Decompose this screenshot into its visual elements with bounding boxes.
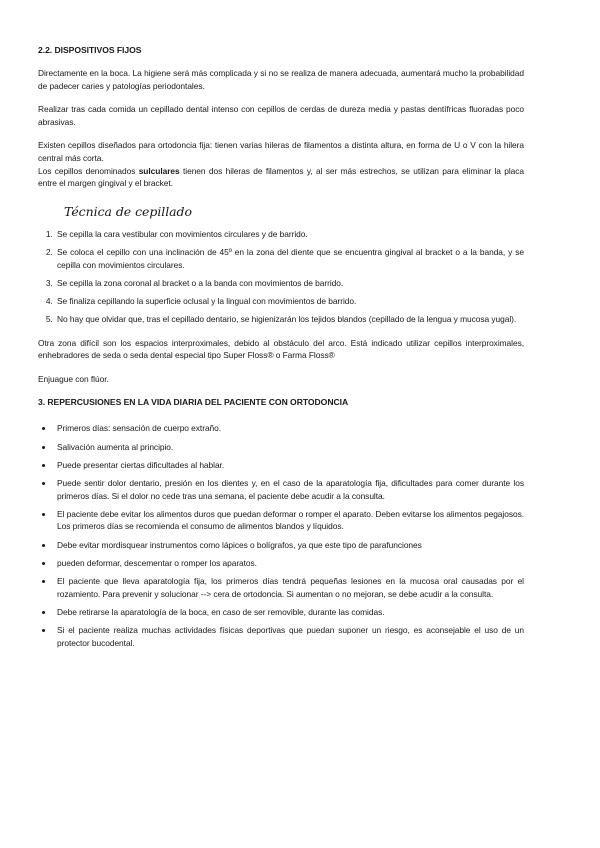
- list-item: • El paciente debe evitar los alimentos duros que puedan deformar o romper el aparato. Deben evitarse los alimentos pegajosos. Los primeros días se recomienda el consumo de alimentos blandos y líquidos.: [54, 508, 524, 533]
- list-item: 4. Se finaliza cepillando la superficie oclusal y la lingual con movimientos de barrido.: [55, 295, 524, 308]
- paragraph-hygiene-intro: Directamente en la boca. La higiene será más complicada y si no se realiza de manera adecuada, aumentará mucho la probabilidad de padecer caries y patologías periodontales.: [38, 68, 524, 91]
- technique-heading: Técnica de cepillado: [64, 203, 192, 219]
- section-heading-fixed-devices: 2.2. DISPOSITIVOS FIJOS: [38, 45, 142, 55]
- list-item: • Puede sentir dolor dentario, presión en los dientes y, en el caso de la aparatología fija, dificultades para comer durante los primeros días. Si el dolor no cede tras una semana, el paciente debe acudir a la consulta.: [54, 477, 524, 502]
- list-item: • pueden deformar, descementar o romper los aparatos.: [54, 557, 524, 570]
- list-item: • Primeros días: sensación de cuerpo extraño.: [54, 422, 524, 435]
- list-item: 2. Se coloca el cepillo con una inclinación de 45º en la zona del diente que se encuentra gingival al bracket o a la banda, y se cepilla con movimientos circulares.: [55, 246, 524, 271]
- paragraph-brushing-after-meals: Realizar tras cada comida un cepillado dental intenso con cepillos de cerdas de dureza media y pastas dentífricas fluoradas poco abrasivas.: [38, 104, 524, 127]
- sulcular-text-before: Los cepillos denominados: [38, 165, 139, 176]
- list-item: • El paciente que lleva aparatología fija, los primeros días tendrá pequeñas lesiones en la mucosa oral causadas por el rozamiento. Para prevenir y solucionar --> cera de ortodoncia. Si aumentan o no mejoran, se debe acudir a la consulta.: [54, 575, 524, 600]
- list-item: 3. Se cepilla la zona coronal al bracket o a la banda con movimientos de barrido.: [55, 277, 524, 290]
- list-item: • Si el paciente realiza muchas actividades físicas deportivas que puedan suponer un riesgo, es aconsejable el uso de un protector bucodental.: [54, 624, 524, 649]
- list-item: • Debe retirarse la aparatología de la boca, en caso de ser removible, durante las comidas.: [54, 606, 524, 619]
- document-page: [38, 44, 524, 655]
- list-item: • Salivación aumenta al principio.: [54, 441, 524, 454]
- paragraph-interproximal: Otra zona difícil son los espacios interproximales, debido al obstáculo del arco. Está indicado utilizar cepillos interproximales, enhebradores de seda o seda dental especial tipo Super Floss® o Farma Floss®: [38, 337, 524, 361]
- paragraph-orthodontic-brushes: Existen cepillos diseñados para ortodoncia fija: tienen varias hileras de filamentos a distinta altura, en forma de U o V con la hilera central más corta.: [38, 140, 524, 163]
- list-item: • Debe evitar mordisquear instrumentos como lápices o bolígrafos, ya que este tipo de parafunciones: [54, 539, 524, 552]
- sulcular-term: sulculares: [138, 165, 180, 176]
- paragraph-sulcular-brushes: [38, 165, 524, 190]
- paragraph-fluoride-rinse: Enjuague con flúor.: [38, 373, 109, 384]
- list-item: 1. Se cepilla la cara vestibular con movimientos circulares y de barrido.: [55, 228, 524, 241]
- section-heading-daily-impact: 3. REPERCUSIONES EN LA VIDA DIARIA DEL PACIENTE CON ORTODONCIA: [38, 397, 349, 408]
- daily-impact-list: [38, 422, 524, 649]
- sulcular-text-after: tienen dos hileras de filamentos y, al ser más estrechos, se utilizan para eliminar la placa entre el margen gingival y el bracket.: [38, 165, 525, 189]
- list-item: 5. No hay que olvidar que, tras el cepillado dentario, se higienizarán los tejidos blandos (cepillado de la lengua y mucosa yugal).: [55, 313, 524, 326]
- list-item: • Puede presentar ciertas dificultades al hablar.: [54, 459, 524, 472]
- brushing-steps-list: [38, 228, 524, 326]
